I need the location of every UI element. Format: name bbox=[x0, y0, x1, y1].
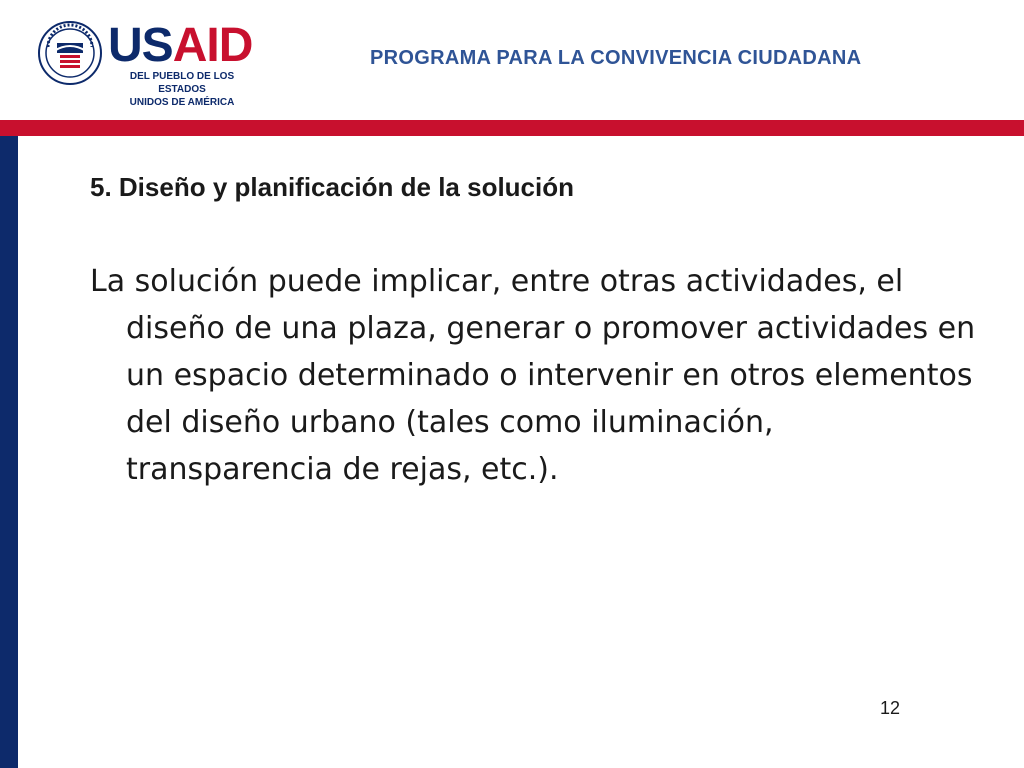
body-paragraph: La solución puede implicar, entre otras actividades, el diseño de una plaza, generar o promover actividades en un espacio determinado o intervenir en otros elementos del diseño urbano (tales como iluminación, transparencia de rejas, etc.). bbox=[90, 264, 976, 487]
logo-subline-1: DEL PUEBLO DE LOS ESTADOS bbox=[129, 71, 235, 95]
usaid-logo bbox=[108, 19, 253, 72]
slide-header bbox=[0, 0, 1024, 120]
page-number: 12 bbox=[880, 698, 901, 718]
left-accent-bar bbox=[0, 136, 18, 768]
logo-aid: AID bbox=[172, 19, 253, 72]
program-title: PROGRAMA PARA LA CONVIVENCIA CIUDADANA bbox=[370, 47, 862, 69]
logo-subline-2: UNIDOS DE AMÉRICA bbox=[129, 97, 235, 108]
header-divider bbox=[0, 120, 1024, 136]
logo-subtitle bbox=[112, 70, 252, 109]
logo-us: US bbox=[108, 19, 173, 72]
usaid-seal-icon bbox=[38, 21, 102, 85]
slide-heading: 5. Diseño y planificación de la solución bbox=[90, 172, 575, 202]
